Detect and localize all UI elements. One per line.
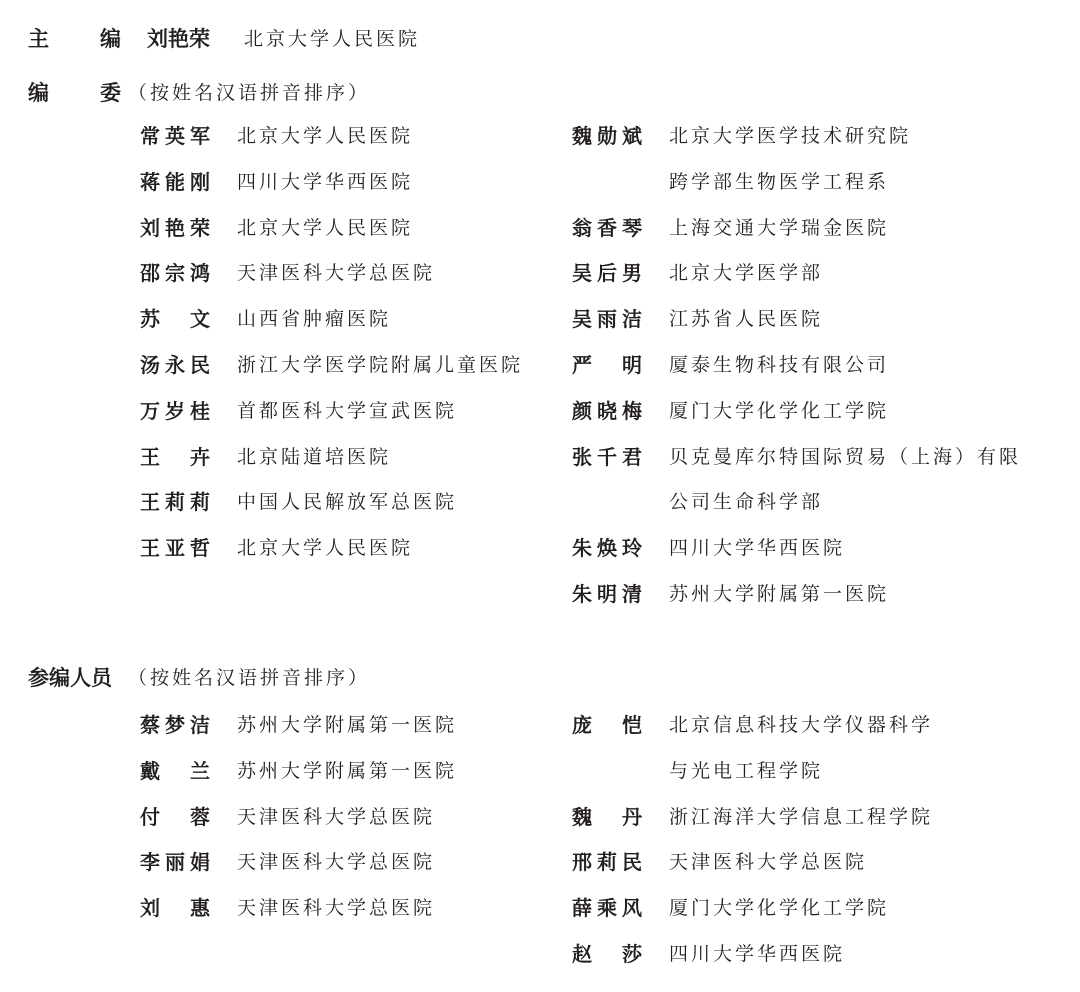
- person-affiliation: 北京大学人民医院: [237, 125, 414, 147]
- person-name: 翁香琴: [572, 216, 642, 240]
- person-name: 万岁桂: [140, 399, 210, 423]
- editorial-board-label-1: 编: [28, 81, 49, 105]
- person-affiliation: 北京大学人民医院: [237, 537, 414, 559]
- person-affiliation: 北京大学人民医院: [237, 217, 414, 239]
- person-name: 赵 莎: [572, 942, 642, 966]
- person-affiliation: 北京大学医学部: [669, 262, 824, 284]
- person-name: 吴后男: [572, 261, 642, 285]
- person-name: 吴雨洁: [572, 307, 642, 331]
- person-name: 王亚哲: [140, 536, 210, 560]
- person-name: 庞 恺: [572, 713, 642, 737]
- chief-editor-label-2: 编: [100, 27, 121, 51]
- person-name: 蔡梦洁: [140, 713, 210, 737]
- person-affiliation: 江苏省人民医院: [669, 308, 824, 330]
- person-name: 王 卉: [140, 445, 210, 469]
- person-name: 汤永民: [140, 353, 210, 377]
- person-affiliation: 天津医科大学总医院: [237, 897, 436, 919]
- editorial-board-label-2: 委: [100, 81, 121, 105]
- person-name: 魏 丹: [572, 805, 642, 829]
- person-affiliation: 天津医科大学总医院: [669, 851, 868, 873]
- person-affiliation: 公司生命科学部: [669, 491, 824, 513]
- person-affiliation: 天津医科大学总医院: [237, 851, 436, 873]
- person-name: 颜晓梅: [572, 399, 642, 423]
- person-affiliation: 跨学部生物医学工程系: [669, 171, 890, 193]
- person-affiliation: 厦门大学化学化工学院: [669, 400, 890, 422]
- person-name: 刘 惠: [140, 896, 210, 920]
- person-affiliation: 浙江海洋大学信息工程学院: [669, 806, 934, 828]
- person-affiliation: 上海交通大学瑞金医院: [669, 217, 890, 239]
- person-affiliation: 北京信息科技大学仪器科学: [669, 714, 934, 736]
- person-affiliation: 山西省肿瘤医院: [237, 308, 392, 330]
- person-affiliation: 浙江大学医学院附属儿童医院: [237, 354, 524, 376]
- person-affiliation: 天津医科大学总医院: [237, 806, 436, 828]
- person-affiliation: 北京大学医学技术研究院: [669, 125, 912, 147]
- person-affiliation: 北京陆道培医院: [237, 446, 392, 468]
- person-affiliation: 苏州大学附属第一医院: [237, 760, 458, 782]
- person-name: 戴 兰: [140, 759, 210, 783]
- person-name: 薛乘风: [572, 896, 642, 920]
- person-name: 蒋能刚: [140, 170, 210, 194]
- chief-editor-name: 刘艳荣: [147, 27, 210, 51]
- person-affiliation: 苏州大学附属第一医院: [237, 714, 458, 736]
- person-affiliation: 贝克曼库尔特国际贸易（上海）有限: [669, 446, 1022, 468]
- person-name: 严 明: [572, 353, 642, 377]
- person-affiliation: 中国人民解放军总医院: [237, 491, 458, 513]
- person-affiliation: 四川大学华西医院: [669, 537, 846, 559]
- person-name: 邢莉民: [572, 850, 642, 874]
- contributors-note: （按姓名汉语拼音排序）: [128, 667, 371, 689]
- person-name: 朱明清: [572, 582, 642, 606]
- contributors-label: 参编人员: [28, 666, 112, 690]
- person-affiliation: 厦门大学化学化工学院: [669, 897, 890, 919]
- person-affiliation: 首都医科大学宣武医院: [237, 400, 458, 422]
- person-affiliation: 四川大学华西医院: [669, 943, 846, 965]
- person-affiliation: 苏州大学附属第一医院: [669, 583, 890, 605]
- person-name: 邵宗鸿: [140, 261, 210, 285]
- chief-editor-label-1: 主: [28, 27, 49, 51]
- person-name: 常英军: [140, 124, 210, 148]
- person-name: 付 蓉: [140, 805, 210, 829]
- person-affiliation: 天津医科大学总医院: [237, 262, 436, 284]
- person-name: 刘艳荣: [140, 216, 210, 240]
- person-affiliation: 与光电工程学院: [669, 760, 824, 782]
- editorial-board-note: （按姓名汉语拼音排序）: [128, 82, 371, 104]
- person-name: 张千君: [572, 445, 642, 469]
- person-name: 李丽娟: [140, 850, 210, 874]
- person-name: 王莉莉: [140, 490, 210, 514]
- person-affiliation: 厦泰生物科技有限公司: [669, 354, 890, 376]
- person-name: 魏勋斌: [572, 124, 642, 148]
- chief-editor-affiliation: 北京大学人民医院: [244, 28, 421, 50]
- person-name: 朱焕玲: [572, 536, 642, 560]
- person-affiliation: 四川大学华西医院: [237, 171, 414, 193]
- person-name: 苏 文: [140, 307, 210, 331]
